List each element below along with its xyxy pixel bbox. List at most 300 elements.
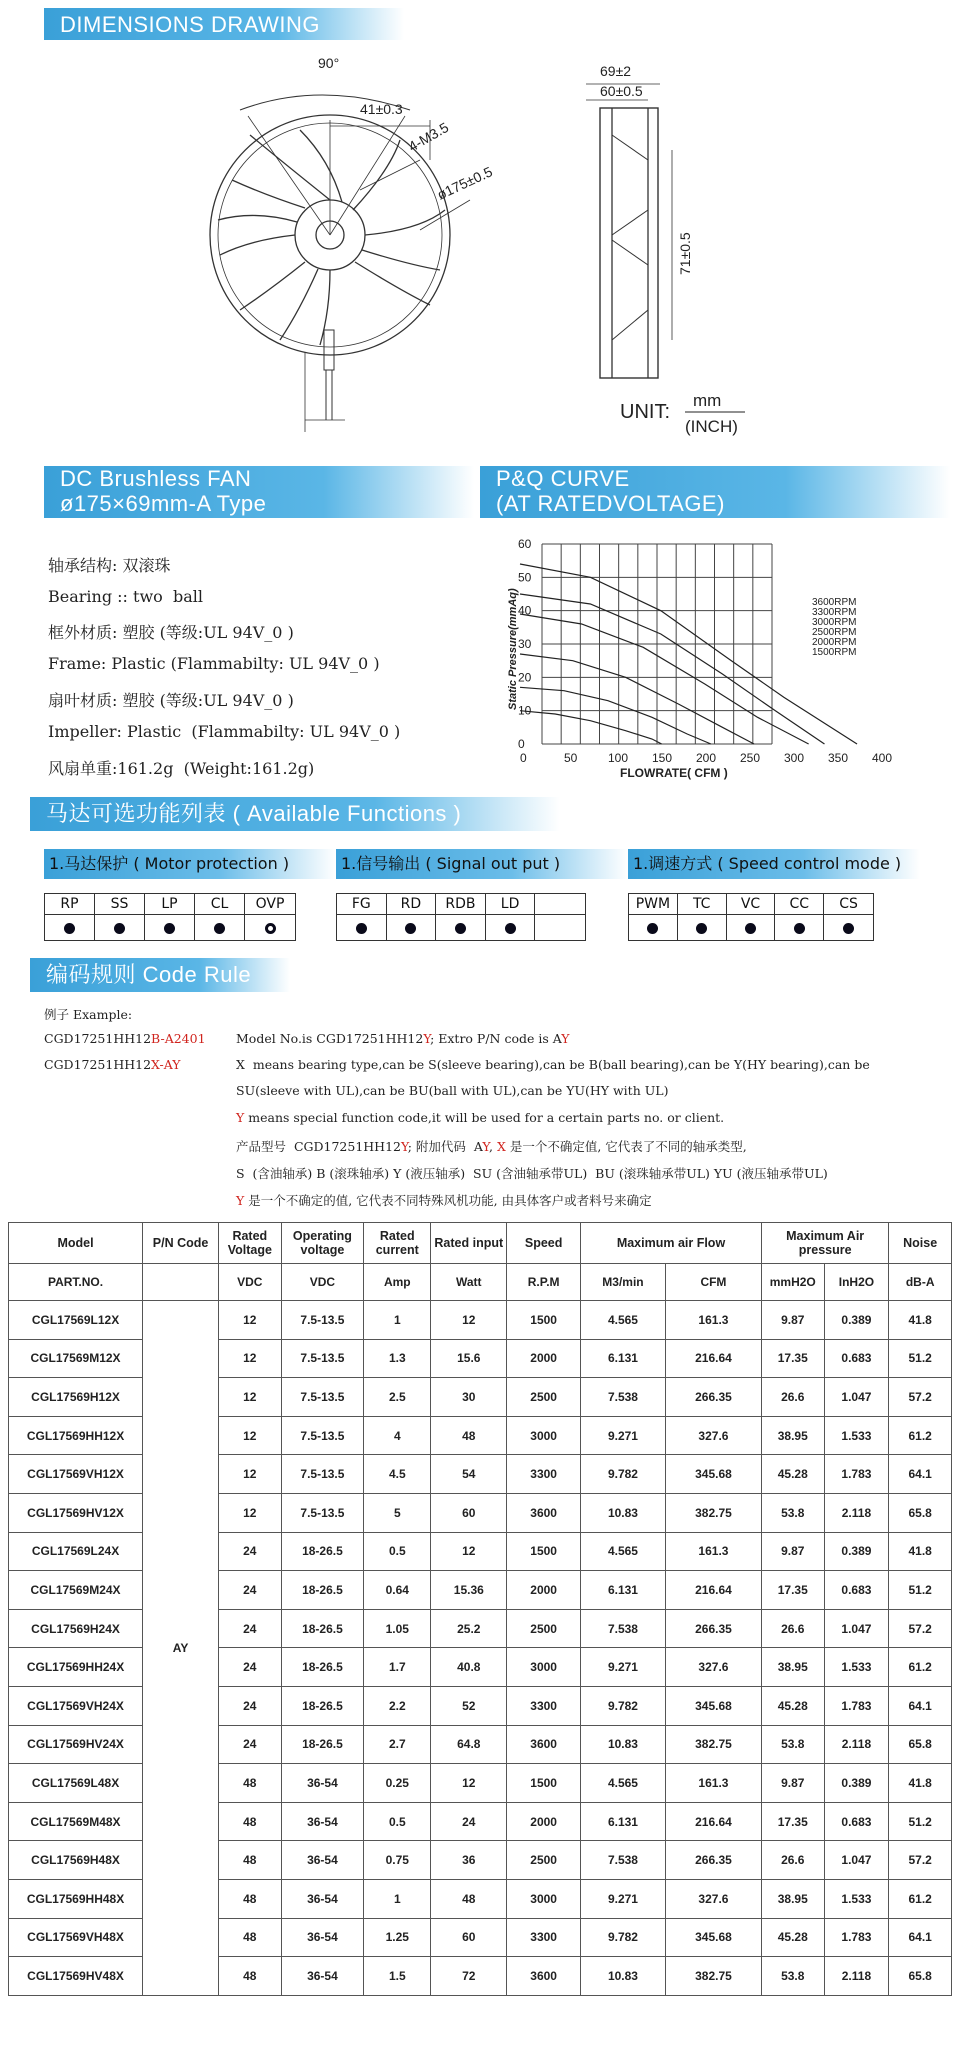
table-cell: InH2O <box>824 1264 889 1301</box>
table-cell: 266.35 <box>665 1609 761 1648</box>
fan-type-banner <box>44 466 474 518</box>
function-item <box>775 894 824 940</box>
function-group-title: 1.信号输出 ( Signal out put ) <box>336 849 628 879</box>
table-cell: CGL17569HV24X <box>9 1725 143 1764</box>
table-cell: 2000 <box>507 1339 581 1378</box>
table-cell: CGL17569M24X <box>9 1571 143 1610</box>
function-item-label: FG <box>337 894 386 915</box>
header-cell: P/N Code <box>143 1223 219 1264</box>
table-cell: 60 <box>431 1493 507 1532</box>
table-cell: 2.118 <box>824 1725 889 1764</box>
table-cell: 36 <box>431 1841 507 1880</box>
table-cell: 7.5-13.5 <box>281 1339 364 1378</box>
table-cell: 52 <box>431 1686 507 1725</box>
table-cell: 0.5 <box>364 1532 431 1571</box>
chart-series-line <box>520 711 662 744</box>
table-cell: 48 <box>431 1416 507 1455</box>
table-cell: 48 <box>219 1841 282 1880</box>
code-explanation: SU(sleeve with UL),can be BU(ball with UL),can be YU(HY with UL) <box>236 1083 669 1098</box>
chart-series-line <box>520 654 754 744</box>
table-cell: CGL17569H48X <box>9 1841 143 1880</box>
table-cell: 3300 <box>507 1918 581 1957</box>
table-cell: 36-54 <box>281 1957 364 1996</box>
table-cell: 51.2 <box>889 1571 952 1610</box>
chart-x-tick: 100 <box>608 751 629 765</box>
dim-71-label: 71±0.5 <box>677 232 693 275</box>
table-cell: 0.25 <box>364 1764 431 1803</box>
functions-title: 马达可选功能列表 ( Available Functions ) <box>46 801 462 826</box>
header-cell: Rated current <box>364 1223 431 1264</box>
table-cell: 3000 <box>507 1879 581 1918</box>
function-item <box>678 894 727 940</box>
table-cell: 12 <box>219 1339 282 1378</box>
table-cell: 1.05 <box>364 1609 431 1648</box>
table-header-row <box>9 1223 952 1264</box>
table-cell: M3/min <box>581 1264 666 1301</box>
table-cell: 5 <box>364 1493 431 1532</box>
function-item-label: RP <box>45 894 94 915</box>
filled-dot-icon <box>647 923 658 934</box>
table-cell: 45.28 <box>761 1455 824 1494</box>
table-cell: 7.5-13.5 <box>281 1416 364 1455</box>
table-cell: 10.83 <box>581 1493 666 1532</box>
table-cell: CGL17569HV12X <box>9 1493 143 1532</box>
table-cell: 382.75 <box>665 1493 761 1532</box>
table-cell: 6.131 <box>581 1802 666 1841</box>
function-table-speed-control <box>628 893 874 941</box>
table-cell: 24 <box>219 1725 282 1764</box>
table-cell: CGL17569M12X <box>9 1339 143 1378</box>
function-group-title: 1.调速方式 ( Speed control mode ) <box>628 849 920 879</box>
table-cell: 2.5 <box>364 1378 431 1417</box>
code-rule-title: 编码规则 Code Rule <box>46 962 252 987</box>
table-cell: 38.95 <box>761 1648 824 1687</box>
table-cell: R.P.M <box>507 1264 581 1301</box>
chart-x-label: FLOWRATE( CFM ) <box>620 766 728 780</box>
table-cell: 0.389 <box>824 1532 889 1571</box>
pq-line1: P&Q CURVE <box>496 466 630 491</box>
function-item <box>337 894 387 940</box>
function-item <box>486 894 536 940</box>
function-item <box>45 894 95 940</box>
table-cell: 12 <box>431 1532 507 1571</box>
chart-y-tick: 0 <box>518 737 525 751</box>
table-cell: 7.5-13.5 <box>281 1455 364 1494</box>
table-cell: 1 <box>364 1301 431 1340</box>
table-cell: 1.783 <box>824 1918 889 1957</box>
table-cell: 36-54 <box>281 1802 364 1841</box>
table-cell: CGL17569HH12X <box>9 1416 143 1455</box>
chart-x-tick: 150 <box>652 751 673 765</box>
table-cell: 9.87 <box>761 1532 824 1571</box>
table-cell: 7.538 <box>581 1378 666 1417</box>
table-cell: 1.3 <box>364 1339 431 1378</box>
table-cell: 51.2 <box>889 1339 952 1378</box>
code-explanation: Y means special function code,it will be used for a certain parts no. or client. <box>236 1110 725 1125</box>
table-cell: 3000 <box>507 1416 581 1455</box>
table-cell: 7.5-13.5 <box>281 1301 364 1340</box>
table-cell: CGL17569VH24X <box>9 1686 143 1725</box>
fan-type-line1: DC Brushless FAN <box>60 466 252 491</box>
fan-spec-table <box>8 1222 952 1996</box>
dimensions-drawing <box>0 40 960 460</box>
table-cell: 36-54 <box>281 1879 364 1918</box>
chart-series-label: 2500RPM <box>812 627 857 638</box>
function-item-label: RD <box>387 894 436 915</box>
spec-line: Frame: Plastic (Flammabilty: UL 94V_0 ) <box>48 654 380 673</box>
example-code-1: CGD17251HH12B-A2401 <box>44 1031 206 1046</box>
table-cell: 15.36 <box>431 1571 507 1610</box>
filled-dot-icon <box>505 923 516 934</box>
table-cell: VDC <box>219 1264 282 1301</box>
chart-series-label: 1500RPM <box>812 647 857 658</box>
table-cell: CGL17569L48X <box>9 1764 143 1803</box>
chart-y-tick: 20 <box>518 670 532 685</box>
table-cell: 72 <box>431 1957 507 1996</box>
table-cell: 3300 <box>507 1686 581 1725</box>
table-cell: 0.389 <box>824 1301 889 1340</box>
table-cell: 2000 <box>507 1802 581 1841</box>
table-cell: 51.2 <box>889 1802 952 1841</box>
table-cell: 6.131 <box>581 1571 666 1610</box>
table-cell: 41.8 <box>889 1764 952 1803</box>
table-cell <box>143 1264 219 1301</box>
function-item <box>824 894 873 940</box>
table-cell: 12 <box>431 1301 507 1340</box>
function-item <box>727 894 776 940</box>
chart-x-tick: 0 <box>520 751 527 765</box>
table-cell: dB-A <box>889 1264 952 1301</box>
table-cell: 1500 <box>507 1532 581 1571</box>
table-cell: 12 <box>219 1493 282 1532</box>
filled-dot-icon <box>64 923 75 934</box>
function-item <box>195 894 245 940</box>
table-cell: 18-26.5 <box>281 1648 364 1687</box>
table-cell: 0.683 <box>824 1802 889 1841</box>
table-cell: 12 <box>219 1455 282 1494</box>
table-cell: 345.68 <box>665 1918 761 1957</box>
table-cell: 1.047 <box>824 1609 889 1648</box>
table-cell: 7.5-13.5 <box>281 1378 364 1417</box>
table-cell: 1.533 <box>824 1416 889 1455</box>
chart-y-tick: 60 <box>518 537 532 551</box>
chart-series-line <box>520 594 824 744</box>
table-cell: 61.2 <box>889 1879 952 1918</box>
table-cell: 12 <box>219 1378 282 1417</box>
function-item-label: LP <box>145 894 194 915</box>
filled-dot-icon <box>794 923 805 934</box>
table-cell: CGL17569L12X <box>9 1301 143 1340</box>
table-cell: mmH2O <box>761 1264 824 1301</box>
table-cell: 10.83 <box>581 1725 666 1764</box>
filled-dot-icon <box>696 923 707 934</box>
table-units-row <box>9 1264 952 1301</box>
table-cell: 1500 <box>507 1764 581 1803</box>
function-item <box>95 894 145 940</box>
table-cell: 36-54 <box>281 1841 364 1880</box>
chart-series-label: 3600RPM <box>812 597 857 608</box>
fan-side-body <box>600 108 658 378</box>
header-cell: Operating voltage <box>281 1223 364 1264</box>
dim-60-label: 60±0.5 <box>600 83 643 99</box>
table-cell: 64.8 <box>431 1725 507 1764</box>
table-cell: 4.565 <box>581 1301 666 1340</box>
chart-grid <box>542 544 772 744</box>
filled-dot-icon <box>405 923 416 934</box>
table-cell: 48 <box>219 1802 282 1841</box>
table-cell: 0.5 <box>364 1802 431 1841</box>
header-cell: Maximum Air pressure <box>761 1223 888 1264</box>
table-cell: 38.95 <box>761 1879 824 1918</box>
table-cell: 18-26.5 <box>281 1725 364 1764</box>
table-cell: 53.8 <box>761 1493 824 1532</box>
chart-y-tick: 30 <box>518 637 532 651</box>
table-cell: CGL17569HH48X <box>9 1879 143 1918</box>
table-cell: 61.2 <box>889 1648 952 1687</box>
chart-x-tick: 250 <box>740 751 761 765</box>
table-cell: 48 <box>219 1879 282 1918</box>
function-item <box>387 894 437 940</box>
table-cell: CGL17569L24X <box>9 1532 143 1571</box>
function-item-label: TC <box>678 894 726 915</box>
table-cell: 1.047 <box>824 1378 889 1417</box>
table-cell: CGL17569HV48X <box>9 1957 143 1996</box>
function-table-motor-protection <box>44 893 296 941</box>
table-cell: 18-26.5 <box>281 1686 364 1725</box>
table-cell: 0.64 <box>364 1571 431 1610</box>
table-cell: 382.75 <box>665 1725 761 1764</box>
header-cell: Maximum air Flow <box>581 1223 762 1264</box>
table-cell: 12 <box>219 1416 282 1455</box>
table-cell: 4.5 <box>364 1455 431 1494</box>
header-cell: Model <box>9 1223 143 1264</box>
table-cell: 7.5-13.5 <box>281 1493 364 1532</box>
table-cell: 345.68 <box>665 1455 761 1494</box>
table-cell: 53.8 <box>761 1957 824 1996</box>
table-cell: 9.87 <box>761 1301 824 1340</box>
table-cell: Amp <box>364 1264 431 1301</box>
table-cell: 2500 <box>507 1841 581 1880</box>
header-cell: Speed <box>507 1223 581 1264</box>
table-cell: 3600 <box>507 1957 581 1996</box>
table-cell: 9.271 <box>581 1416 666 1455</box>
table-cell: 7.538 <box>581 1841 666 1880</box>
table-cell: 2.2 <box>364 1686 431 1725</box>
table-cell: 161.3 <box>665 1532 761 1571</box>
table-cell: CGL17569H24X <box>9 1609 143 1648</box>
function-group-title: 1.马达保护 ( Motor protection ) <box>44 849 336 879</box>
chart-y-tick: 10 <box>518 703 532 718</box>
pn-code-cell: AY <box>143 1301 219 1996</box>
table-cell: 266.35 <box>665 1378 761 1417</box>
spec-line: 框外材质: 塑胶 (等级:UL 94V_0 ) <box>48 623 294 642</box>
filled-dot-icon <box>745 923 756 934</box>
function-item <box>145 894 195 940</box>
table-cell: 3600 <box>507 1725 581 1764</box>
table-cell: 4.565 <box>581 1764 666 1803</box>
code-explanation: S (含油轴承) B (滚珠轴承) Y (液压轴承) SU (含油轴承带UL) BU (滚珠轴承带UL) YU (液压轴承带UL) <box>236 1166 828 1181</box>
table-cell: CGL17569H12X <box>9 1378 143 1417</box>
function-item-label: CS <box>824 894 873 915</box>
table-cell: 65.8 <box>889 1725 952 1764</box>
table-cell: 1500 <box>507 1301 581 1340</box>
header-cell: Noise <box>889 1223 952 1264</box>
dim-m35-label: 4-M3.5 <box>405 118 452 155</box>
table-cell: 1.533 <box>824 1648 889 1687</box>
table-cell: 65.8 <box>889 1957 952 1996</box>
table-cell: 0.389 <box>824 1764 889 1803</box>
dim-175-label: ø175±0.5 <box>434 163 495 203</box>
function-item <box>436 894 486 940</box>
example-label: 例子 Example: <box>44 1007 133 1022</box>
table-cell: 18-26.5 <box>281 1609 364 1648</box>
table-cell: 40.8 <box>431 1648 507 1687</box>
header-cell: Rated Voltage <box>219 1223 282 1264</box>
code-explanation: X means bearing type,can be S(sleeve bearing),can be B(ball bearing),can be Y(HY bearing),can be <box>236 1057 870 1072</box>
table-cell: 216.64 <box>665 1802 761 1841</box>
table-cell: 3300 <box>507 1455 581 1494</box>
table-cell: 18-26.5 <box>281 1571 364 1610</box>
table-cell: 10.83 <box>581 1957 666 1996</box>
chart-series-line <box>520 614 809 744</box>
table-cell: 26.6 <box>761 1841 824 1880</box>
table-cell: 24 <box>219 1571 282 1610</box>
table-cell: 45.28 <box>761 1918 824 1957</box>
unit-bottom: (INCH) <box>685 417 738 436</box>
dim-69-label: 69±2 <box>600 63 632 79</box>
pq-line2: (AT RATEDVOLTAGE) <box>496 491 725 516</box>
table-cell: 1.7 <box>364 1648 431 1687</box>
table-cell: 2.118 <box>824 1493 889 1532</box>
table-cell: 26.6 <box>761 1609 824 1648</box>
table-cell: Watt <box>431 1264 507 1301</box>
chart-series-label: 3300RPM <box>812 607 857 618</box>
fan-type-line2: ø175×69mm-A Type <box>60 491 267 516</box>
table-cell: 45.28 <box>761 1686 824 1725</box>
filled-dot-icon <box>114 923 125 934</box>
table-cell: VDC <box>281 1264 364 1301</box>
table-cell: 266.35 <box>665 1841 761 1880</box>
table-cell: 9.782 <box>581 1918 666 1957</box>
unit-label: UNIT: <box>620 401 670 423</box>
table-cell: 57.2 <box>889 1609 952 1648</box>
chart-series-label: 3000RPM <box>812 617 857 628</box>
table-cell: 1.783 <box>824 1686 889 1725</box>
open-dot-icon <box>265 923 276 934</box>
table-cell: 345.68 <box>665 1686 761 1725</box>
table-cell: 12 <box>431 1764 507 1803</box>
chart-x-tick: 200 <box>696 751 717 765</box>
table-cell: 48 <box>219 1764 282 1803</box>
table-cell: 1.047 <box>824 1841 889 1880</box>
table-cell: 24 <box>219 1609 282 1648</box>
table-cell: 24 <box>219 1532 282 1571</box>
filled-dot-icon <box>843 923 854 934</box>
pq-chart <box>490 530 950 790</box>
function-item <box>245 894 295 940</box>
chart-x-tick: 50 <box>564 751 578 765</box>
table-cell: 9.271 <box>581 1879 666 1918</box>
function-item-label: LD <box>486 894 535 915</box>
table-cell: 61.2 <box>889 1416 952 1455</box>
code-explanation: Model No.is CGD17251HH12Y; Extro P/N code is AY <box>236 1031 570 1046</box>
function-item-label: RDB <box>436 894 485 915</box>
code-explanation: 产品型号 CGD17251HH12Y; 附加代码 AY, X 是一个不确定值, 它代表了不同的轴承类型, <box>236 1139 747 1154</box>
table-cell: 1 <box>364 1879 431 1918</box>
table-cell: 36-54 <box>281 1764 364 1803</box>
dimensions-banner <box>44 8 404 40</box>
table-cell: 12 <box>219 1301 282 1340</box>
table-cell: PART.NO. <box>9 1264 143 1301</box>
table-cell: 36-54 <box>281 1918 364 1957</box>
function-item-label: SS <box>95 894 144 915</box>
table-cell: CFM <box>665 1264 761 1301</box>
chart-x-tick: 300 <box>784 751 805 765</box>
function-item <box>629 894 678 940</box>
chart-y-tick: 40 <box>518 603 532 618</box>
table-cell: 24 <box>431 1802 507 1841</box>
table-cell: 1.25 <box>364 1918 431 1957</box>
table-cell: 41.8 <box>889 1532 952 1571</box>
header-cell: Rated input <box>431 1223 507 1264</box>
table-cell: 0.75 <box>364 1841 431 1880</box>
table-cell: 2.118 <box>824 1957 889 1996</box>
table-cell: 1.783 <box>824 1455 889 1494</box>
table-cell: 3600 <box>507 1493 581 1532</box>
function-item-label: CL <box>195 894 244 915</box>
chart-y-label: Static Pressure(mmAq) <box>507 588 519 710</box>
table-row <box>9 1301 952 1340</box>
chart-series-label: 2000RPM <box>812 637 857 648</box>
function-item-label: OVP <box>245 894 295 915</box>
spec-line: Impeller: Plastic (Flammabilty: UL 94V_0 ) <box>48 722 401 741</box>
table-cell: 38.95 <box>761 1416 824 1455</box>
table-cell: 9.782 <box>581 1686 666 1725</box>
table-cell: 216.64 <box>665 1339 761 1378</box>
table-cell: CGL17569VH12X <box>9 1455 143 1494</box>
table-cell: 9.87 <box>761 1764 824 1803</box>
table-cell: 327.6 <box>665 1416 761 1455</box>
table-cell: 161.3 <box>665 1301 761 1340</box>
pq-banner <box>480 466 950 518</box>
table-cell: 161.3 <box>665 1764 761 1803</box>
table-cell: 17.35 <box>761 1339 824 1378</box>
table-cell: 7.538 <box>581 1609 666 1648</box>
table-cell: 48 <box>431 1879 507 1918</box>
spec-line: 轴承结构: 双滚珠 <box>48 556 171 575</box>
table-cell: 15.6 <box>431 1339 507 1378</box>
table-cell: 41.8 <box>889 1301 952 1340</box>
angle-label: 90° <box>318 55 340 71</box>
table-cell: 6.131 <box>581 1339 666 1378</box>
table-cell: 17.35 <box>761 1571 824 1610</box>
table-cell: CGL17569VH48X <box>9 1918 143 1957</box>
table-cell: 2.7 <box>364 1725 431 1764</box>
filled-dot-icon <box>214 923 225 934</box>
example-code-2: CGD17251HH12X-AY <box>44 1057 181 1072</box>
code-rule-banner <box>30 958 290 992</box>
spec-line: 扇叶材质: 塑胶 (等级:UL 94V_0 ) <box>48 691 294 710</box>
table-cell: 54 <box>431 1455 507 1494</box>
table-cell: 60 <box>431 1918 507 1957</box>
filled-dot-icon <box>356 923 367 934</box>
table-cell: 48 <box>219 1957 282 1996</box>
chart-series-line <box>520 687 711 744</box>
table-cell: 64.1 <box>889 1918 952 1957</box>
table-cell: 4.565 <box>581 1532 666 1571</box>
table-cell: 4 <box>364 1416 431 1455</box>
table-cell: CGL17569HH24X <box>9 1648 143 1687</box>
